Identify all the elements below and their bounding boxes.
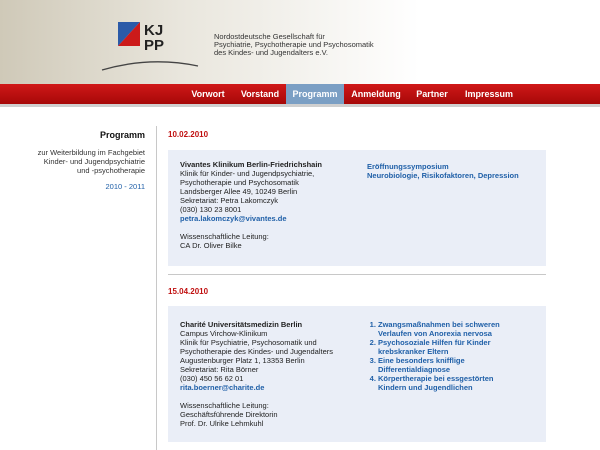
event-topics <box>367 162 519 180</box>
talk-title-line: 3. Eine besonders knifflige <box>378 356 465 365</box>
address-line: Psychotherapie des Kindes- und Jugendalters <box>180 347 334 356</box>
talk-title-line: krebskranker Eltern <box>378 347 449 356</box>
sidebar-desc-line: Kinder- und Jugendpsychiatrie <box>43 157 145 166</box>
logo-text-line1: KJ <box>144 22 164 39</box>
sidebar-title: Programm <box>99 130 145 140</box>
address-line: Campus Virchow-Klinikum <box>180 329 268 338</box>
address-line: Klinik für Kinder- und Jugendpsychiatrie, <box>180 169 315 178</box>
nav-programm[interactable]: Programm <box>286 84 344 104</box>
topic-link[interactable]: Neurobiologie, Risikofaktoren, Depression <box>367 171 519 180</box>
address-line: Sekretariat: Rita Börner <box>180 365 259 374</box>
site-header <box>0 0 600 84</box>
nav-partner[interactable]: Partner <box>416 89 448 99</box>
talk-title-line: Kindern und Jugendlichen <box>378 383 473 392</box>
email-link[interactable]: rita.boerner@charite.de <box>180 383 265 392</box>
venue-name: Vivantes Klinikum Berlin-Friedrichshain <box>180 160 322 169</box>
sidebar-desc-line: und -psychotherapie <box>77 166 145 175</box>
column-divider <box>156 126 157 450</box>
org-line: des Kindes- und Jugendalters e.V. <box>214 48 328 57</box>
lead-name: Prof. Dr. Ulrike Lehmkuhl <box>180 419 264 428</box>
address-line: Augustenburger Platz 1, 13353 Berlin <box>180 356 305 365</box>
main-navigation <box>0 84 600 104</box>
topic-link[interactable]: Eröffnungssymposium <box>367 162 449 171</box>
sidebar-description <box>38 148 145 175</box>
nav-underline <box>0 104 600 107</box>
event-separator <box>168 274 546 275</box>
venue-name: Charité Universitätsmedizin Berlin <box>180 320 303 329</box>
lead-label: Wissenschaftliche Leitung: <box>180 232 269 241</box>
organization-name <box>214 33 374 57</box>
event-address <box>180 160 322 250</box>
org-line: Psychiatrie, Psychotherapie und Psychosomatik <box>214 40 374 49</box>
nav-anmeldung[interactable]: Anmeldung <box>351 89 401 99</box>
talk-item[interactable] <box>378 374 500 392</box>
nav-vorwort[interactable]: Vorwort <box>191 89 225 99</box>
talk-item[interactable] <box>378 320 500 338</box>
nav-vorstand[interactable]: Vorstand <box>240 89 280 99</box>
logo-text-line2: PP <box>144 37 165 54</box>
org-line: Nordostdeutsche Gesellschaft für <box>214 32 325 41</box>
talk-title-line: 1. Zwangsmaßnahmen bei schweren <box>378 320 500 329</box>
talk-item[interactable] <box>378 338 500 356</box>
address-line: Landsberger Allee 49, 10249 Berlin <box>180 187 298 196</box>
kjpp-logo[interactable] <box>100 18 200 78</box>
talk-list <box>365 320 500 392</box>
nav-impressum[interactable]: Impressum <box>464 89 514 99</box>
sidebar-desc-line: zur Weiterbildung im Fachgebiet <box>37 148 145 157</box>
address-line: Psychotherapie und Psychosomatik <box>180 178 299 187</box>
talk-title-line: Verlaufen von Anorexia nervosa <box>378 329 492 338</box>
address-line: (030) 450 56 62 01 <box>180 374 244 383</box>
event-card <box>168 306 546 442</box>
talk-item[interactable] <box>378 356 500 374</box>
lead-title: Geschäftsführende Direktorin <box>180 410 278 419</box>
talk-title-line: 4. Körpertherapie bei essgestörten <box>378 374 494 383</box>
address-line: Sekretariat: Petra Lakomczyk <box>180 196 278 205</box>
lead-label: Wissenschaftliche Leitung: <box>180 401 269 410</box>
event-date: 10.02.2010 <box>168 130 209 139</box>
lead-name: CA Dr. Oliver Bilke <box>180 241 242 250</box>
event-address <box>180 320 333 428</box>
email-link[interactable]: petra.lakomczyk@vivantes.de <box>180 214 287 223</box>
talk-title-line: 2. Psychosoziale Hilfen für Kinder <box>378 338 491 347</box>
event-date: 15.04.2010 <box>168 287 209 296</box>
talk-title-line: Differentialdiagnose <box>378 365 451 374</box>
address-line: Klinik für Psychiatrie, Psychosomatik und <box>180 338 317 347</box>
address-line: (030) 130 23 8001 <box>180 205 242 214</box>
sidebar-years-link[interactable]: 2010 - 2011 <box>105 182 145 191</box>
logo-swoosh <box>102 62 198 70</box>
event-card <box>168 150 546 266</box>
